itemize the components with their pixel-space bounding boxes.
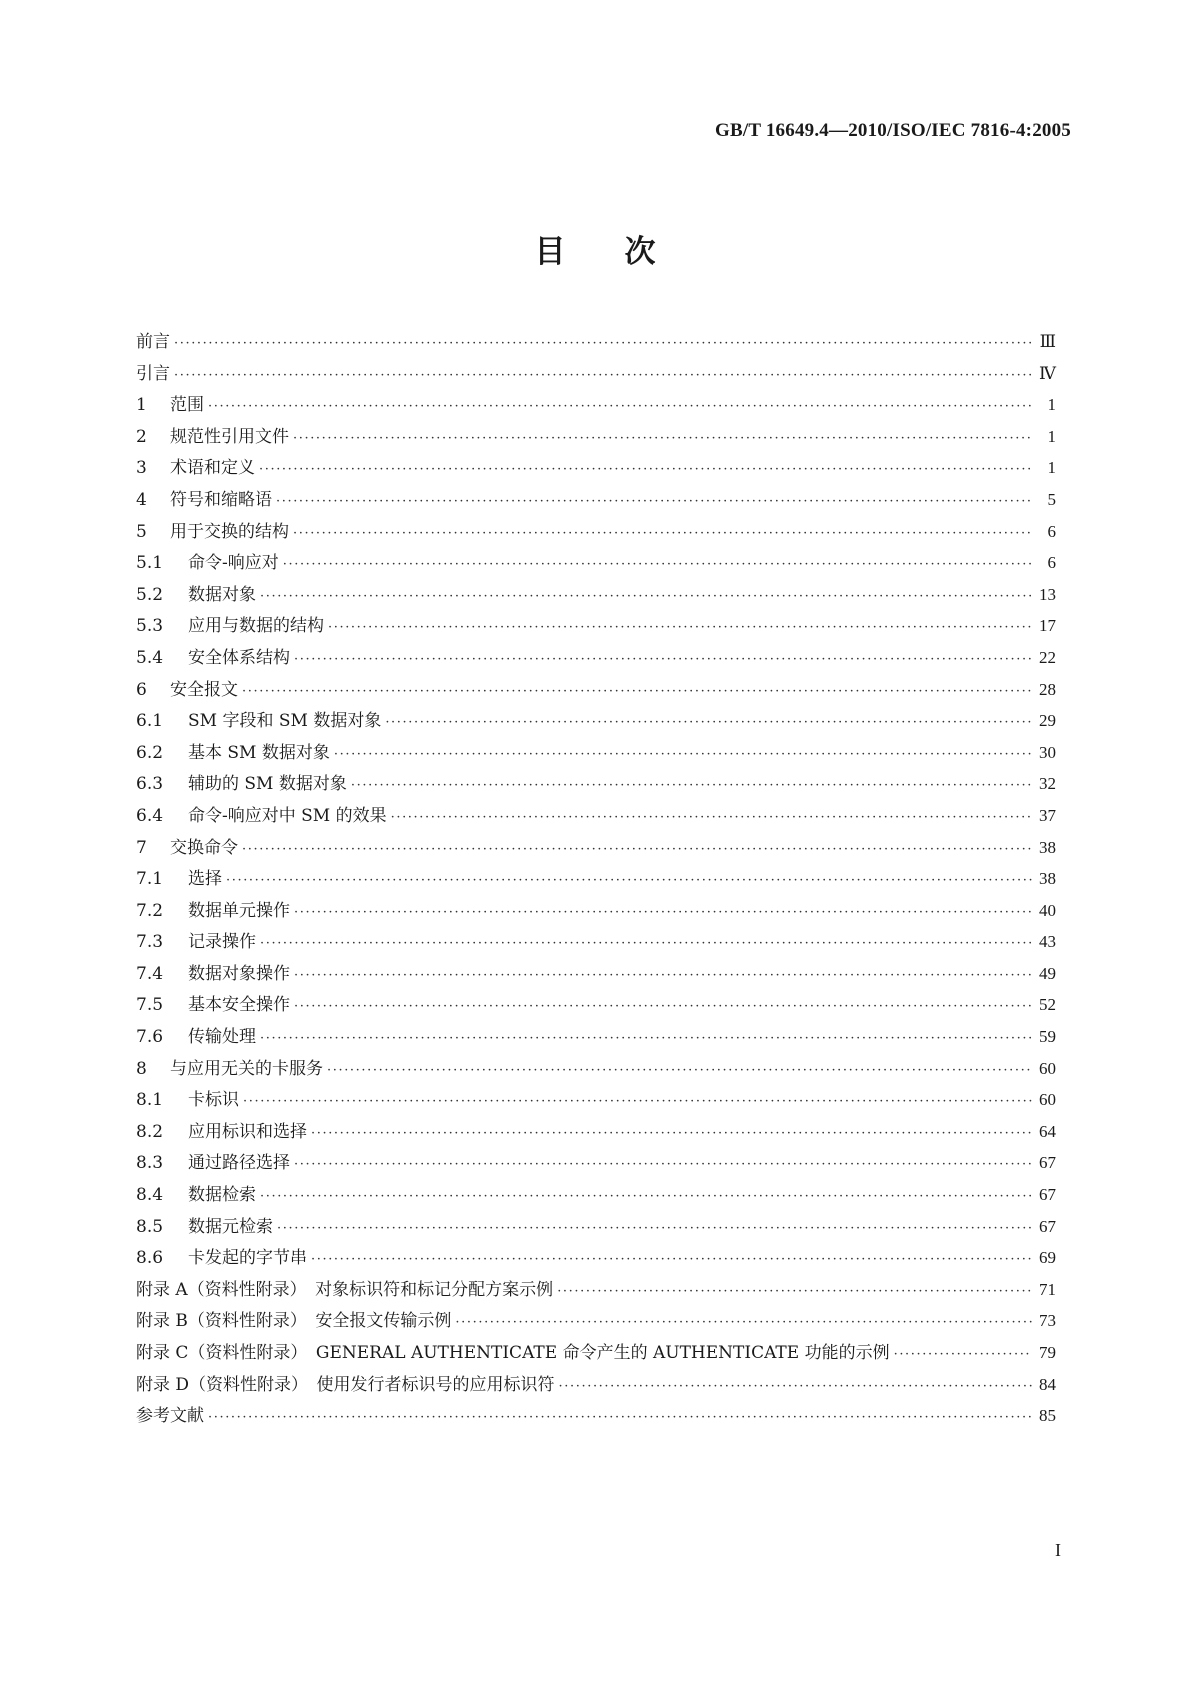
toc-entry[interactable] — [136, 1275, 1056, 1307]
toc-entry[interactable] — [136, 927, 1056, 959]
toc-entry-number: 8.1 — [136, 1090, 164, 1111]
toc-entry-label — [136, 548, 283, 573]
toc-entry-page: 67 — [1039, 1153, 1056, 1173]
toc-entry-title: 术语和定义 — [170, 458, 255, 479]
toc-entry-title: 传输处理 — [188, 1027, 256, 1048]
standard-identifier: GB/T 16649.4—2010/ISO/IEC 7816-4:2005 — [715, 120, 1071, 141]
toc-entry-page: 59 — [1039, 1027, 1056, 1047]
toc-entry-page: 38 — [1039, 837, 1056, 857]
toc-entry-number: 7.6 — [136, 1027, 164, 1048]
toc-entry-label — [136, 1275, 557, 1300]
toc-entry-page: 38 — [1039, 869, 1056, 889]
toc-entry-title: 安全体系结构 — [188, 647, 290, 668]
toc-entry[interactable] — [136, 1022, 1056, 1054]
toc-entry[interactable] — [136, 453, 1056, 485]
toc-entry-number: 5 — [136, 521, 147, 542]
toc-entry-number: 7.3 — [136, 932, 164, 953]
toc-entry-label — [136, 738, 334, 763]
toc-entry[interactable] — [136, 327, 1056, 359]
toc-entry-number: 5.3 — [136, 616, 164, 637]
toc-entry-label — [136, 927, 260, 952]
toc-dot-leader — [174, 336, 1032, 351]
toc-entry[interactable] — [136, 1148, 1056, 1180]
toc-entry-page: 1 — [1047, 426, 1056, 446]
toc-entry-number: 3 — [136, 458, 147, 479]
toc-dot-leader — [260, 589, 1032, 604]
toc-entry[interactable] — [136, 864, 1056, 896]
toc-entry-page: 60 — [1039, 1058, 1056, 1078]
toc-entry-title: 通过路径选择 — [188, 1153, 290, 1174]
toc-entry[interactable] — [136, 1338, 1056, 1370]
toc-entry-title: 前言 — [136, 332, 170, 352]
toc-entry-number: 6.1 — [136, 711, 164, 732]
toc-entry[interactable] — [136, 1054, 1056, 1086]
toc-entry[interactable] — [136, 706, 1056, 738]
toc-entry-title: 用于交换的结构 — [170, 521, 289, 542]
toc-entry-label — [136, 453, 259, 478]
toc-dot-leader — [242, 842, 1032, 857]
toc-entry-label — [136, 517, 293, 542]
toc-entry-label — [136, 1148, 294, 1173]
toc-entry-number: 6.4 — [136, 805, 164, 826]
toc-entry-title: 数据检索 — [188, 1185, 256, 1206]
toc-dot-leader — [351, 778, 1032, 793]
toc-entry[interactable] — [136, 896, 1056, 928]
toc-dot-leader — [260, 1031, 1032, 1046]
toc-entry-title: 符号和缩略语 — [170, 489, 272, 510]
toc-dot-leader — [327, 1063, 1032, 1078]
toc-entry-page: 1 — [1047, 458, 1056, 478]
toc-dot-leader — [208, 1410, 1032, 1425]
toc-entry-label — [136, 1054, 327, 1079]
toc-entry-title: 选择 — [188, 869, 222, 890]
toc-entry-label — [136, 1306, 455, 1331]
toc-entry-page: Ⅲ — [1039, 332, 1056, 351]
toc-entry-label — [136, 706, 385, 731]
toc-entry[interactable] — [136, 1306, 1056, 1338]
toc-entry[interactable] — [136, 833, 1056, 865]
toc-entry-number: 6.2 — [136, 742, 164, 763]
toc-entry-number: 5.4 — [136, 647, 164, 668]
toc-entry-page: 64 — [1039, 1121, 1056, 1141]
toc-entry-label — [136, 896, 294, 921]
toc-entry[interactable] — [136, 1085, 1056, 1117]
toc-entry-label — [136, 611, 328, 636]
toc-entry[interactable] — [136, 390, 1056, 422]
toc-entry-title: 规范性引用文件 — [170, 426, 289, 447]
toc-entry-number: 8 — [136, 1058, 147, 1079]
toc-entry-title: 数据对象操作 — [188, 963, 290, 984]
toc-dot-leader — [455, 1315, 1032, 1330]
toc-dot-leader — [260, 1189, 1032, 1204]
toc-dot-leader — [174, 368, 1032, 383]
toc-entry-title: 卡标识 — [188, 1090, 239, 1111]
toc-dot-leader — [277, 1221, 1032, 1236]
toc-dot-leader — [294, 999, 1032, 1014]
toc-entry[interactable] — [136, 959, 1056, 991]
toc-entry-number: 5.2 — [136, 584, 164, 605]
toc-entry[interactable] — [136, 1212, 1056, 1244]
toc-dot-leader — [559, 1379, 1032, 1394]
toc-entry[interactable] — [136, 1370, 1056, 1402]
toc-dot-leader — [226, 873, 1032, 888]
toc-entry-label — [136, 675, 242, 700]
toc-entry-label — [136, 485, 276, 510]
toc-entry-title: 附录 D（资料性附录） 使用发行者标识号的应用标识符 — [136, 1374, 555, 1395]
toc-dot-leader — [276, 494, 1032, 509]
toc-entry-label — [136, 1401, 208, 1426]
toc-entry-page: 6 — [1047, 521, 1056, 541]
toc-dot-leader — [328, 620, 1032, 635]
toc-entry-page: 49 — [1039, 963, 1056, 983]
toc-entry-page: 30 — [1039, 742, 1056, 762]
toc-dot-leader — [260, 936, 1032, 951]
toc-entry[interactable] — [136, 485, 1056, 517]
toc-entry-page: 52 — [1039, 995, 1056, 1015]
toc-entry-page: 40 — [1039, 900, 1056, 920]
title-char-1: 目 — [534, 234, 567, 270]
toc-entry[interactable] — [136, 1117, 1056, 1149]
toc-entry-label — [136, 990, 294, 1015]
toc-entry-page: 67 — [1039, 1216, 1056, 1236]
toc-entry-number: 7.4 — [136, 963, 164, 984]
toc-entry-page: 43 — [1039, 932, 1056, 952]
toc-entry[interactable] — [136, 548, 1056, 580]
toc-entry-number: 4 — [136, 489, 147, 510]
toc-entry-title: 命令-响应对 — [188, 553, 279, 574]
toc-entry[interactable] — [136, 1401, 1056, 1433]
toc-entry-number: 5.1 — [136, 553, 164, 574]
toc-entry-label — [136, 1022, 260, 1047]
toc-entry-number: 7.5 — [136, 995, 164, 1016]
toc-entry-title: 基本安全操作 — [188, 995, 290, 1016]
toc-entry[interactable] — [136, 1180, 1056, 1212]
toc-entry-number: 8.2 — [136, 1121, 164, 1142]
toc-dot-leader — [334, 747, 1032, 762]
toc-entry-page: 1 — [1047, 395, 1056, 415]
toc-entry-title: 基本 SM 数据对象 — [188, 742, 330, 763]
toc-entry-title: SM 字段和 SM 数据对象 — [188, 711, 382, 732]
toc-entry-page: 67 — [1039, 1185, 1056, 1205]
toc-entry-title: 数据对象 — [188, 584, 256, 605]
toc-entry[interactable] — [136, 990, 1056, 1022]
toc-entry-title: 附录 B（资料性附录） 安全报文传输示例 — [136, 1311, 452, 1332]
toc-dot-leader — [294, 968, 1032, 983]
toc-dot-leader — [283, 557, 1032, 572]
toc-entry-number: 7.2 — [136, 900, 164, 921]
toc-entry-number: 8.4 — [136, 1185, 164, 1206]
toc-entry-page: 29 — [1039, 711, 1056, 731]
toc-entry-page: 37 — [1039, 805, 1056, 825]
toc-dot-leader — [294, 1157, 1032, 1172]
toc-entry[interactable] — [136, 611, 1056, 643]
toc-dot-leader — [391, 810, 1032, 825]
toc-entry-number: 7.1 — [136, 869, 164, 890]
toc-entry-page: 32 — [1039, 774, 1056, 794]
toc-entry-label — [136, 390, 208, 415]
toc-entry-title: 范围 — [170, 395, 204, 416]
toc-entry-number: 8.6 — [136, 1248, 164, 1269]
toc-entry-page: 17 — [1039, 616, 1056, 636]
toc-entry-title: 安全报文 — [170, 679, 238, 700]
toc-entry-number: 6 — [136, 679, 147, 700]
toc-entry-label — [136, 580, 260, 605]
title-char-2: 次 — [624, 234, 657, 270]
toc-entry-label — [136, 1117, 311, 1142]
toc-entry-page: 22 — [1039, 647, 1056, 667]
table-of-contents — [136, 327, 1056, 1433]
toc-entry-page: 28 — [1039, 679, 1056, 699]
toc-entry-page: 13 — [1039, 584, 1056, 604]
toc-dot-leader — [293, 526, 1032, 541]
toc-entry[interactable] — [136, 643, 1056, 675]
toc-entry[interactable] — [136, 801, 1056, 833]
toc-entry-label — [136, 864, 226, 889]
toc-entry[interactable] — [136, 675, 1056, 707]
toc-dot-leader — [557, 1284, 1032, 1299]
toc-dot-leader — [385, 715, 1032, 730]
toc-entry-page: 71 — [1039, 1279, 1056, 1299]
toc-entry-title: 命令-响应对中 SM 的效果 — [188, 805, 387, 826]
toc-entry-title: 引言 — [136, 363, 170, 384]
toc-entry-title: 数据元检索 — [188, 1216, 273, 1237]
toc-entry-label — [136, 359, 174, 384]
toc-entry[interactable] — [136, 517, 1056, 549]
toc-entry-title: 附录 C（资料性附录） GENERAL AUTHENTICATE 命令产生的 AUTHENTICATE 功能的示例 — [136, 1343, 890, 1363]
toc-entry-label — [136, 801, 391, 826]
toc-entry-label — [136, 1370, 559, 1395]
toc-dot-leader — [311, 1252, 1032, 1267]
toc-entry-label — [136, 833, 242, 858]
toc-entry-title: 应用标识和选择 — [188, 1121, 307, 1142]
toc-entry-label — [136, 1243, 311, 1268]
toc-entry-number: 6.3 — [136, 774, 164, 795]
toc-entry-number: 7 — [136, 837, 147, 858]
toc-entry-page: 73 — [1039, 1311, 1056, 1331]
toc-dot-leader — [294, 652, 1032, 667]
toc-entry-label — [136, 1212, 277, 1237]
toc-entry[interactable] — [136, 738, 1056, 770]
page-title — [0, 226, 1191, 271]
toc-entry[interactable] — [136, 1243, 1056, 1275]
toc-entry-title: 辅助的 SM 数据对象 — [188, 774, 347, 795]
toc-entry-title: 数据单元操作 — [188, 900, 290, 921]
toc-entry-number: 1 — [136, 395, 147, 416]
toc-entry-title: 卡发起的字节串 — [188, 1248, 307, 1269]
toc-dot-leader — [243, 1094, 1032, 1109]
toc-entry-title: 记录操作 — [188, 932, 256, 953]
toc-entry-label — [136, 1085, 243, 1110]
page-number: I — [1055, 1540, 1061, 1560]
toc-entry-label — [136, 643, 294, 668]
toc-entry[interactable] — [136, 422, 1056, 454]
toc-entry-label — [136, 959, 294, 984]
toc-entry-page: 85 — [1039, 1406, 1056, 1426]
toc-entry-number: 8.5 — [136, 1216, 164, 1237]
toc-entry-label — [136, 1180, 260, 1205]
toc-entry-title: 与应用无关的卡服务 — [170, 1058, 323, 1079]
toc-entry-title: 附录 A（资料性附录） 对象标识符和标记分配方案示例 — [136, 1279, 554, 1300]
toc-entry[interactable] — [136, 580, 1056, 612]
toc-dot-leader — [311, 1126, 1032, 1141]
toc-entry-label — [136, 422, 293, 447]
toc-entry-title: 交换命令 — [170, 837, 238, 858]
toc-dot-leader — [894, 1347, 1032, 1362]
toc-dot-leader — [294, 905, 1032, 920]
toc-dot-leader — [208, 399, 1032, 414]
toc-entry[interactable] — [136, 359, 1056, 391]
toc-entry-title: 参考文献 — [136, 1406, 204, 1427]
toc-entry[interactable] — [136, 769, 1056, 801]
toc-entry-page: 69 — [1039, 1248, 1056, 1268]
toc-entry-page: 60 — [1039, 1090, 1056, 1110]
toc-dot-leader — [242, 684, 1032, 699]
toc-entry-label — [136, 769, 351, 794]
toc-entry-page: 5 — [1047, 489, 1056, 509]
toc-entry-label — [136, 1338, 894, 1363]
toc-entry-number: 2 — [136, 426, 147, 447]
toc-entry-title: 应用与数据的结构 — [188, 616, 324, 637]
toc-entry-page: 6 — [1047, 553, 1056, 573]
toc-entry-number: 8.3 — [136, 1153, 164, 1174]
toc-entry-page: 79 — [1039, 1343, 1056, 1362]
toc-entry-page: Ⅳ — [1039, 363, 1056, 383]
toc-dot-leader — [293, 431, 1032, 446]
toc-entry-page: 84 — [1039, 1374, 1056, 1394]
toc-dot-leader — [259, 462, 1032, 477]
toc-entry-label — [136, 327, 174, 352]
